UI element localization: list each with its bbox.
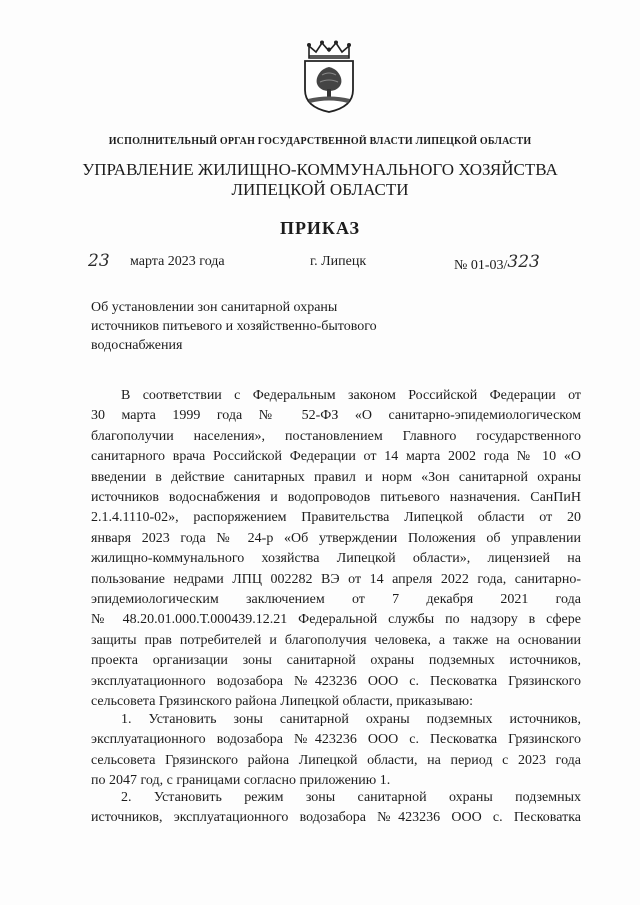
text-line: источников, эксплуатационного водозабора №423236 ООО с. Песковатка xyxy=(91,810,581,826)
subject-line: водоснабжения xyxy=(91,338,183,353)
text-line: жилищно-коммунального хозяйства Липецкой области», лицензией на xyxy=(91,551,581,567)
order-number-prefix: № 01-03/ xyxy=(454,258,508,273)
date-month-year: марта 2023 года xyxy=(130,254,225,269)
text-line: сельсовета Грязинского района Липецкой области, приказываю: xyxy=(91,694,473,710)
document-type-title: ПРИКАЗ xyxy=(279,218,361,238)
text-line: введении в действие санитарных правил и норм «Зон санитарной охраны xyxy=(91,469,581,485)
order-subject xyxy=(91,298,421,355)
text-line: В соответствии с Федеральным законом Российской Федерации от xyxy=(121,388,581,403)
text-line: 2.1.4.1110-02», распоряжением Правительства Липецкой области от 20 xyxy=(91,510,581,526)
subject-line: Об установлении зон санитарной охраны xyxy=(91,300,338,315)
text-line: по 2047 год, с границами согласно приложению 1. xyxy=(91,773,391,789)
text-line: пользование недрами ЛПЦ 002282 ВЭ от 14 апреля 2022 года, санитарно- xyxy=(91,571,581,587)
order-number xyxy=(454,254,540,274)
text-line: 1. Установить зоны санитарной охраны подземных источников, xyxy=(121,712,581,727)
coat-of-arms-icon xyxy=(300,40,358,114)
order-number-handwritten: 323 xyxy=(507,252,540,272)
text-line: января 2023 года № 24-р «Об утверждении Положения об управлении xyxy=(91,530,581,546)
department-name-line1: УПРАВЛЕНИЕ ЖИЛИЩНО-КОММУНАЛЬНОГО ХОЗЯЙСТВА xyxy=(82,160,558,179)
date-number-line xyxy=(88,251,558,276)
department-name-line2: ЛИПЕЦКОЙ ОБЛАСТИ xyxy=(231,180,409,199)
text-line: сельсовета Грязинского района Липецкой области, на период с 2023 года xyxy=(91,752,581,768)
clause-1-paragraph xyxy=(91,710,581,792)
clause-2-paragraph xyxy=(91,788,581,829)
text-line: 30 марта 1999 года № 52-ФЗ «О санитарно-эпидемиологическом xyxy=(91,408,581,424)
text-line: благополучии населения», постановлением Главного государственного xyxy=(91,428,581,444)
issuing-authority: ИСПОЛНИТЕЛЬНЫЙ ОРГАН ГОСУДАРСТВЕННОЙ ВЛАСТИ ЛИПЕЦКОЙ ОБЛАСТИ xyxy=(108,136,532,147)
subject-line: источников питьевого и хозяйственно-бытового xyxy=(91,319,377,334)
text-line: эпидемиологическим заключением от 7 декабря 2021 года xyxy=(91,592,581,608)
text-line: 2. Установить режим зоны санитарной охраны подземных xyxy=(121,790,581,805)
text-line: проекта организации зоны санитарной охраны подземных источников, xyxy=(91,653,581,669)
city: г. Липецк xyxy=(310,254,367,269)
text-line: защиты прав потребителей и благополучия человека, а также на основании xyxy=(91,632,581,648)
text-line: № 48.20.01.000.Т.000439.12.21 Федеральной службы по надзору в сфере xyxy=(91,612,581,628)
preamble-paragraph xyxy=(91,386,581,713)
text-line: эксплуатационного водозабора №423236 ООО с. Песковатка Грязинского xyxy=(91,673,581,689)
date-day-handwritten: 23 xyxy=(88,251,110,271)
text-line: эксплуатационного водозабора №423236 ООО с. Песковатка Грязинского xyxy=(91,732,581,748)
text-line: источников водоснабжения и водопроводов питьевого назначения. СанПиН xyxy=(91,490,581,506)
text-line: санитарного врача Российской Федерации от 14 марта 2002 года № 10 «О xyxy=(91,449,581,465)
